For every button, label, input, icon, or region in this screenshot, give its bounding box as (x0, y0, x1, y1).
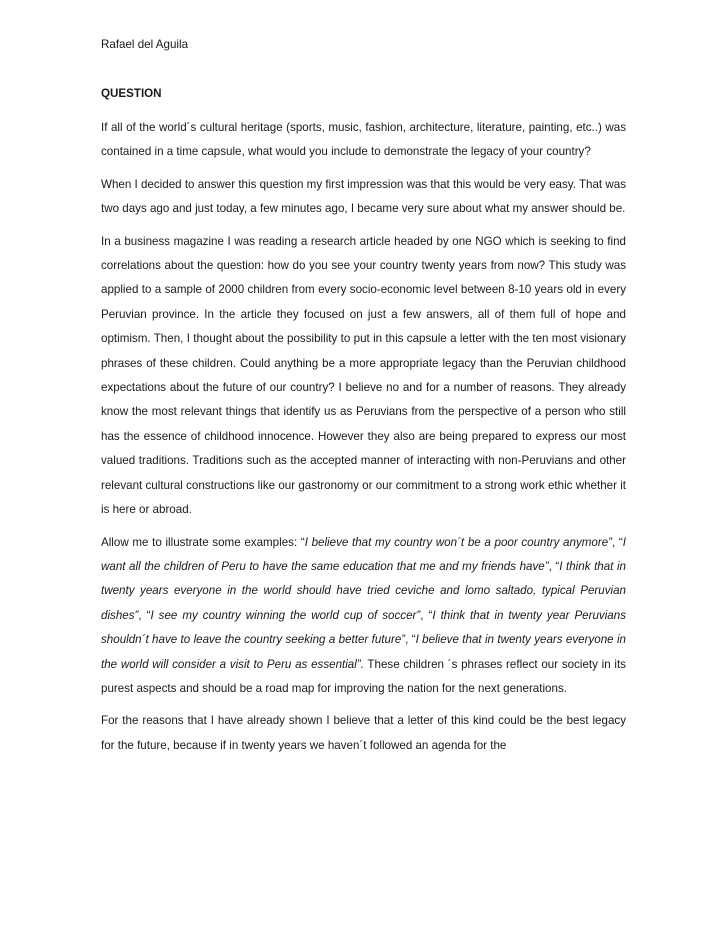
question-text: If all of the world´s cultural heritage (sports, music, fashion, architecture, literature, painting, etc..) was contained in a time capsule, what would you include to demonstrate the legacy of your country? (101, 121, 626, 159)
document-page (101, 33, 626, 758)
examples-outro: These children ´s phrases reflect our society in its purest aspects and should be a road map for improving the nation for the next generations. (101, 657, 626, 695)
child-quote: I believe that my country won´t be a poor country anymore” (304, 535, 613, 549)
paragraph-conclusion: For the reasons that I have already shown I believe that a letter of this kind could be the best legacy for the future, because if in twenty years we haven´t followed an agenda for the (101, 714, 626, 752)
child-quote: I believe that in twenty years everyone in the world will consider a visit to Peru as essential”. (101, 633, 626, 671)
quote-separator: , “ (612, 535, 623, 549)
paragraph-examples (101, 531, 626, 702)
quote-separator: , “ (548, 559, 560, 573)
paragraph-research: In a business magazine I was reading a research article headed by one NGO which is seeking to find correlations about the question: how do you see your country twenty years from now? This study was applied to a sample of 2000 children from every socio-economic level between 8-10 years old in every Peruvian province. In the article they focused on just a few answers, all of them full of hope and optimism. Then, I thought about the possibility to put in this capsule a letter with the ten most visionary phrases of these children. Could anything be a more appropriate legacy than the Peruvian childhood expectations about the future of our country? I believe no and for a number of reasons. They already know the most relevant things that identify us as Peruvians from the perspective of a person who still has the essence of childhood innocence. However they also are being prepared to express our most valued traditions. Traditions such as the accepted manner of interacting with non-Peruvians and other relevant cultural constructions like our gastronomy or our commitment to a strong work ethic whether it is here or abroad. (101, 234, 626, 517)
child-quote: I see my country winning the world cup of soccer” (150, 608, 421, 622)
quote-separator: , “ (405, 633, 416, 647)
child-quote: I think that in twenty year Peruvians shouldn´t have to leave the country seeking a better future” (101, 608, 626, 647)
author-name: Rafael del Aguila (101, 38, 189, 51)
paragraph-intro: When I decided to answer this question my first impression was that this would be very easy. That was two days ago and just today, a few minutes ago, I became very sure about what my answer should be. (101, 177, 626, 216)
child-quote: I want all the children of Peru to have the same education that me and my friends have” (101, 535, 626, 573)
question-heading: QUESTION (101, 87, 162, 100)
quote-separator: , “ (138, 608, 151, 622)
quote-separator: , “ (420, 608, 433, 622)
examples-intro: Allow me to illustrate some examples: “ (101, 535, 305, 549)
child-quote: I think that in twenty years everyone in the world should have tried ceviche and lomo saltado, typical Peruvian dishes” (101, 559, 626, 622)
